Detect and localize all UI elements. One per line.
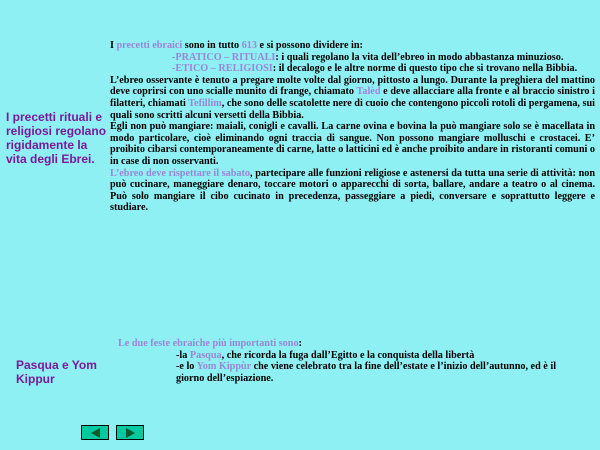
intro-text: e si possono dividere in: [256,40,363,51]
feste-text-block [118,338,558,384]
yom-kippur-link[interactable]: Yom Kippùr [196,361,252,373]
paragraph-text: , che sono delle scatolette nere di cuoio che contengono piccoli rotoli di pergamena, sui quali sono scritti alcuni versetti della Bibbia. [110,97,595,121]
item-text: che viene celebrato tra la fine dell’estate e l’inizio dell’autunno, ed è il giorno dell’espiazione. [176,361,557,384]
feste-title [118,338,558,350]
next-button[interactable] [116,425,144,440]
number-613: 613 [241,40,257,51]
title-colon: : [298,338,302,349]
pratico-item [110,52,595,64]
yom-kippur-item [118,361,558,384]
pratico-rituali-link[interactable]: -PRATICO – RITUALI [172,51,276,63]
intro-text: sono in tutto [182,40,242,51]
item-text: -la [176,349,190,361]
pasqua-item [118,350,558,362]
side-caption-precetti: I precetti rituali e religiosi regolano rigidamente la vita degli Ebrei. [6,110,107,166]
pasqua-link[interactable]: Pasqua [189,349,222,361]
taled-link[interactable]: Talèd [356,86,381,98]
etico-item [110,63,595,75]
paragraph-text: e deve allacciare alla fronte e al braccio sinistro i filatteri, chiamati [110,86,596,109]
intro-text: I [110,40,117,51]
pratico-text: : i quali regolano la vita dell’ebreo in modo abbastanza minuzioso. [275,51,564,63]
prev-button[interactable] [81,425,109,440]
preghiera-paragraph [110,75,595,121]
sabato-link[interactable]: L’ebreo deve rispettare il sabato [110,167,250,179]
etico-religiosi-link[interactable]: -ETICO – RELIGIOSI [172,63,273,75]
intro-paragraph [110,40,595,52]
side-caption-feste: Pasqua e Yom Kippur [16,358,97,386]
precetti-ebraici-link[interactable]: precetti ebraici [116,40,183,51]
precetti-text-block [110,40,595,214]
item-text: -e lo [176,361,197,373]
cibo-paragraph: Egli non può mangiare: maiali, conigli e cavalli. La carne ovina e bovina la può mangiare solo se è macellata in modo particolare, cioè eliminando ogni traccia di sangue. Non possono mangiare molluschi e crostacei. E’ proibito cibarsi contemporaneamente di carne, latte o latticini ed è anche proibito andare in ristoranti comuni o in case di non osservanti. [110,121,595,167]
paragraph-text: L’ebreo osservante è tenuto a pregare molte volte dal giorno, pittosto a lungo. Durante la preghiera del mattino deve coprirsi con uno scialle munito di frange, chiamato [110,74,595,98]
feste-link[interactable]: Le due feste ebraiche più importanti sono [118,338,299,349]
item-text: , che ricorda la fuga dall’Egitto e la conquista della libertà [221,349,475,361]
sabato-paragraph [110,168,595,214]
etico-text: : il decalogo e le altre norme di questo tipo che si trovano nella Bibbia. [272,63,578,75]
tefillim-link[interactable]: Tefillim [188,97,222,109]
right-triangle-icon [126,428,135,438]
left-triangle-icon [91,428,100,438]
paragraph-text: , partecipare alle funzioni religiose e astenersi da tutta una serie di attività: non può cucinare, maneggiare denaro, toccare motori o apparecchi di sorta, ballare, andare a teatro o al cinema. Può solo mangiare il cibo cucinato in precedenza, passeggiare a piedi, conversare e soprattutto leggere e studiare. [110,167,595,214]
